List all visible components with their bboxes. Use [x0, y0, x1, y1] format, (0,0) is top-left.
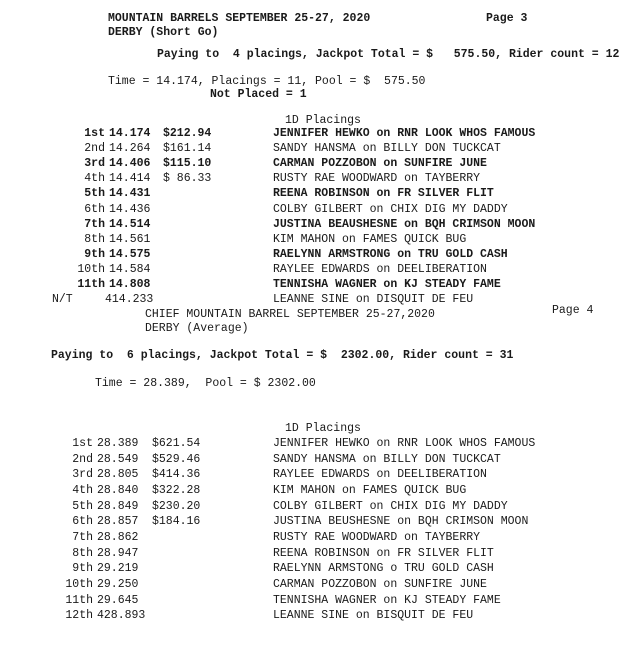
row-rider: LEANNE SINE on DISQUIT DE FEU: [273, 293, 474, 307]
row-time: 28.805: [97, 468, 139, 482]
row-rider: RAELYNN ARMSTRONG on TRU GOLD CASH: [273, 247, 508, 261]
row-rider: JUSTINA BEAUSHESNE on BQH CRIMSON MOON: [273, 217, 536, 231]
row-time: 29.219: [97, 562, 139, 576]
row-place: 12th: [65, 609, 93, 623]
section1-time-line: Time = 14.174, Placings = 11, Pool = $ 575.50: [108, 75, 426, 88]
section2-time-line: Time = 28.389, Pool = $ 2302.00: [95, 377, 316, 390]
section2-subtitle: DERBY (Average): [145, 322, 249, 335]
row-rider: CARMAN POZZOBON on SUNFIRE JUNE: [273, 157, 487, 171]
row-rider: SANDY HANSMA on BILLY DON TUCKCAT: [273, 142, 501, 156]
row-time: 14.561: [109, 232, 151, 246]
section1-title: MOUNTAIN BARRELS SEPTEMBER 25-27, 2020: [108, 12, 371, 25]
row-place: 10th: [65, 577, 93, 591]
row-place: 5th: [72, 499, 93, 513]
row-place: 10th: [77, 262, 105, 276]
row-time: 14.584: [109, 262, 151, 276]
section2-title: CHIEF MOUNTAIN BARREL SEPTEMBER 25-27,2020: [145, 308, 435, 321]
row-payout: $184.16: [152, 515, 201, 529]
row-time: 14.575: [109, 247, 151, 261]
row-time: 28.862: [97, 530, 139, 544]
row-time: 29.645: [97, 593, 139, 607]
row-rider: COLBY GILBERT on CHIX DIG MY DADDY: [273, 202, 508, 216]
row-rider: RAYLEE EDWARDS on DEELIBERATION: [273, 468, 487, 482]
row-place: 11th: [77, 278, 105, 291]
row-time: 14.514: [109, 217, 151, 231]
row-place: 4th: [84, 172, 105, 186]
row-time: 28.947: [97, 546, 139, 560]
row-time: 414.233: [105, 293, 154, 307]
row-rider: CARMAN POZZOBON on SUNFIRE JUNE: [273, 577, 487, 591]
row-payout: $621.54: [152, 437, 201, 450]
row-rider: RUSTY RAE WOODWARD on TAYBERRY: [273, 172, 481, 186]
row-place: 6th: [72, 515, 93, 529]
row-payout: $212.94: [163, 127, 212, 140]
row-payout: $529.46: [152, 452, 201, 466]
section1-paying-line: Paying to 4 placings, Jackpot Total = $ 575.50, Rider count = 12: [157, 48, 620, 61]
row-payout: $ 86.33: [163, 172, 212, 186]
row-time: 14.414: [109, 172, 151, 186]
row-rider: RUSTY RAE WOODWARD on TAYBERRY: [273, 530, 481, 544]
row-payout: $414.36: [152, 468, 201, 482]
row-time: 428.893: [97, 609, 146, 623]
row-place: 9th: [84, 247, 105, 261]
row-payout: $230.20: [152, 499, 201, 513]
row-place: 5th: [84, 187, 105, 201]
row-rider: COLBY GILBERT on CHIX DIG MY DADDY: [273, 499, 508, 513]
row-place: 11th: [65, 593, 93, 607]
row-place: 3rd: [72, 468, 93, 482]
row-place: 2nd: [72, 452, 93, 466]
section1-placings-header: 1D Placings: [285, 114, 361, 127]
row-time: 28.857: [97, 515, 139, 529]
row-time: 14.406: [109, 157, 151, 171]
row-place: N/T: [52, 293, 73, 307]
row-rider: KIM MAHON on FAMES QUICK BUG: [273, 232, 467, 246]
row-place: 1st: [84, 127, 105, 140]
section2-paying-line: Paying to 6 placings, Jackpot Total = $ 2302.00, Rider count = 31: [51, 349, 514, 362]
row-time: 28.549: [97, 452, 139, 466]
row-time: 29.250: [97, 577, 139, 591]
row-time: 14.431: [109, 187, 151, 201]
row-place: 9th: [72, 562, 93, 576]
row-payout: $115.10: [163, 157, 212, 171]
row-rider: TENNISHA WAGNER on KJ STEADY FAME: [273, 278, 501, 291]
section2-placings-header: 1D Placings: [285, 422, 361, 435]
row-time: 28.389: [97, 437, 139, 450]
row-time: 14.436: [109, 202, 151, 216]
row-rider: TENNISHA WAGNER on KJ STEADY FAME: [273, 593, 501, 607]
row-place: 7th: [84, 217, 105, 231]
section2-page-number: Page 4: [552, 304, 594, 317]
row-rider: SANDY HANSMA on BILLY DON TUCKCAT: [273, 452, 501, 466]
row-place: 8th: [84, 232, 105, 246]
row-payout: $322.28: [152, 483, 201, 497]
row-rider: KIM MAHON on FAMES QUICK BUG: [273, 483, 467, 497]
row-rider: JENNIFER HEWKO on RNR LOOK WHOS FAMOUS: [273, 127, 536, 140]
row-place: 2nd: [84, 142, 105, 156]
row-rider: RAYLEE EDWARDS on DEELIBERATION: [273, 262, 487, 276]
row-time: 14.174: [109, 127, 151, 140]
row-payout: $161.14: [163, 142, 212, 156]
row-place: 6th: [84, 202, 105, 216]
row-place: 3rd: [84, 157, 105, 171]
section1-page-number: Page 3: [486, 12, 528, 25]
section1-not-placed: Not Placed = 1: [210, 88, 307, 101]
row-rider: LEANNE SINE on BISQUIT DE FEU: [273, 609, 474, 623]
row-place: 7th: [72, 530, 93, 544]
row-rider: REENA ROBINSON on FR SILVER FLIT: [273, 187, 494, 201]
row-time: 14.808: [109, 278, 151, 291]
row-place: 8th: [72, 546, 93, 560]
row-rider: JENNIFER HEWKO on RNR LOOK WHOS FAMOUS: [273, 437, 536, 450]
row-place: 1st: [72, 437, 93, 450]
row-rider: JUSTINA BEUSHESNE on BQH CRIMSON MOON: [273, 515, 529, 529]
row-time: 28.849: [97, 499, 139, 513]
row-rider: RAELYNN ARMSTONG o TRU GOLD CASH: [273, 562, 494, 576]
section1-subtitle: DERBY (Short Go): [108, 26, 219, 39]
row-rider: REENA ROBINSON on FR SILVER FLIT: [273, 546, 494, 560]
row-time: 14.264: [109, 142, 151, 156]
row-time: 28.840: [97, 483, 139, 497]
row-place: 4th: [72, 483, 93, 497]
